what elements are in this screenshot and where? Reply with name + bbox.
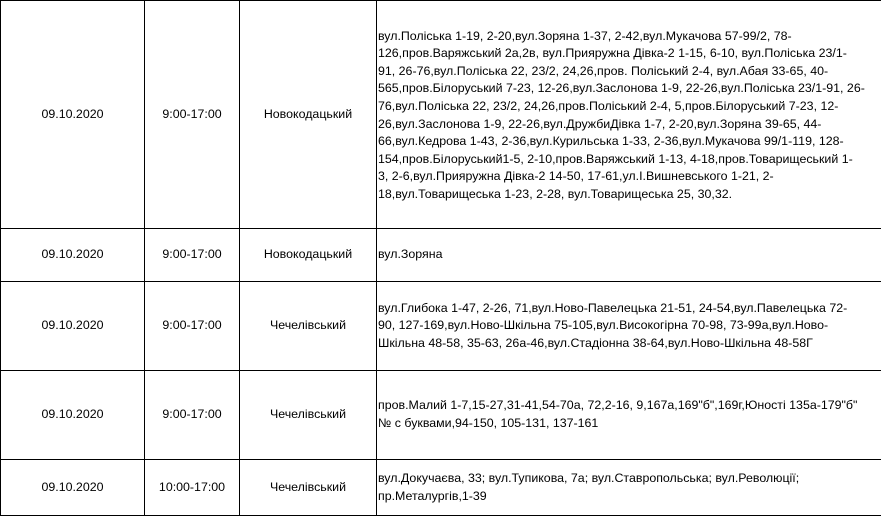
addresses-cell xyxy=(377,229,881,282)
address-line: 91, 26-76,вул.Поліська 22, 23/2, 24,26,пров. Поліський 2-4, вул.Абая 33-65, 40- xyxy=(378,63,878,81)
district-cell: Новокодацький xyxy=(240,1,377,229)
table-row xyxy=(1,282,881,371)
date-cell: 09.10.2020 xyxy=(1,1,145,229)
address-line: 66,вул.Кедрова 1-43, 2-36,вул.Курильська 1-33, 2-36,вул.Мукачова 99/1-119, 128- xyxy=(378,133,878,151)
district-cell: Чечелівський xyxy=(240,371,377,460)
address-line: 18,вул.Товарищеська 1-23, 2-28, вул.Товарищеська 25, 30,32. xyxy=(378,186,878,204)
address-line: 154,пров.Білоруський1-5, 2-10,пров.Варяжський 1-13, 4-18,пров.Товарищеський 1- xyxy=(378,151,878,169)
address-line: 126,пров.Варяжський 2а,2в, вул.Прияружна Дівка-2 1-15, 6-10, вул.Поліська 23/1- xyxy=(378,45,878,63)
time-cell: 9:00-17:00 xyxy=(145,371,240,460)
address-line: пров.Малий 1-7,15-27,31-41,54-70а, 72,2-16, 9,167а,169"б",169г,Юності 135а-179"б" xyxy=(378,397,878,415)
time-cell: 9:00-17:00 xyxy=(145,282,240,371)
time-cell: 9:00-17:00 xyxy=(145,229,240,282)
table-row xyxy=(1,229,881,282)
address-line: вул.Глибока 1-47, 2-26, 71,вул.Ново-Павелецька 21-51, 24-54,вул.Павелецька 72- xyxy=(378,300,878,318)
address-line: 26,вул.Заслонова 1-9, 22-26,вул.ДружбиДівка 1-7, 2-20,вул.Зоряна 39-65, 44- xyxy=(378,116,878,134)
table-row xyxy=(1,1,881,229)
addresses-cell xyxy=(377,282,881,371)
date-cell: 09.10.2020 xyxy=(1,460,145,516)
address-line: Шкільна 48-58, 35-63, 26а-46,вул.Стадіонна 38-64,вул.Ново-Шкільна 48-58Г xyxy=(378,335,878,353)
addresses-cell xyxy=(377,371,881,460)
address-line: 3, 2-6,вул.Прияружна Дівка-2 14-50, 17-61,ул.І.Вишневського 1-21, 2- xyxy=(378,168,878,186)
address-line: вул.Докучаєва, 33; вул.Тупикова, 7а; вул.Ставропольська; вул.Революції; xyxy=(378,470,878,488)
district-cell: Чечелівський xyxy=(240,460,377,516)
date-cell: 09.10.2020 xyxy=(1,229,145,282)
district-cell: Новокодацький xyxy=(240,229,377,282)
date-cell: 09.10.2020 xyxy=(1,282,145,371)
time-cell: 9:00-17:00 xyxy=(145,1,240,229)
address-line: 90, 127-169,вул.Ново-Шкільна 75-105,вул.Високогірна 70-98, 73-99а,вул.Ново- xyxy=(378,317,878,335)
table-row xyxy=(1,371,881,460)
address-line: вул.Зоряна xyxy=(378,246,878,264)
table-row xyxy=(1,460,881,516)
date-cell: 09.10.2020 xyxy=(1,371,145,460)
district-cell: Чечелівський xyxy=(240,282,377,371)
address-line: № с буквами,94-150, 105-131, 137-161 xyxy=(378,415,878,433)
address-line: 565,пров.Білоруський 7-23, 12-26,вул.Заслонова 1-9, 22-26,вул.Поліська 23/1-91, 26- xyxy=(378,80,878,98)
address-line: вул.Поліська 1-19, 2-20,вул.Зоряна 1-37, 2-42,вул.Мукачова 57-99/2, 78- xyxy=(378,28,878,46)
time-cell: 10:00-17:00 xyxy=(145,460,240,516)
addresses-cell xyxy=(377,460,881,516)
addresses-cell xyxy=(377,1,881,229)
address-line: пр.Металургів,1-39 xyxy=(378,488,878,506)
address-line: 76,вул.Поліська 22, 23/2, 24,26,пров.Поліський 2-4, 5,пров.Білоруський 7-23, 12- xyxy=(378,98,878,116)
